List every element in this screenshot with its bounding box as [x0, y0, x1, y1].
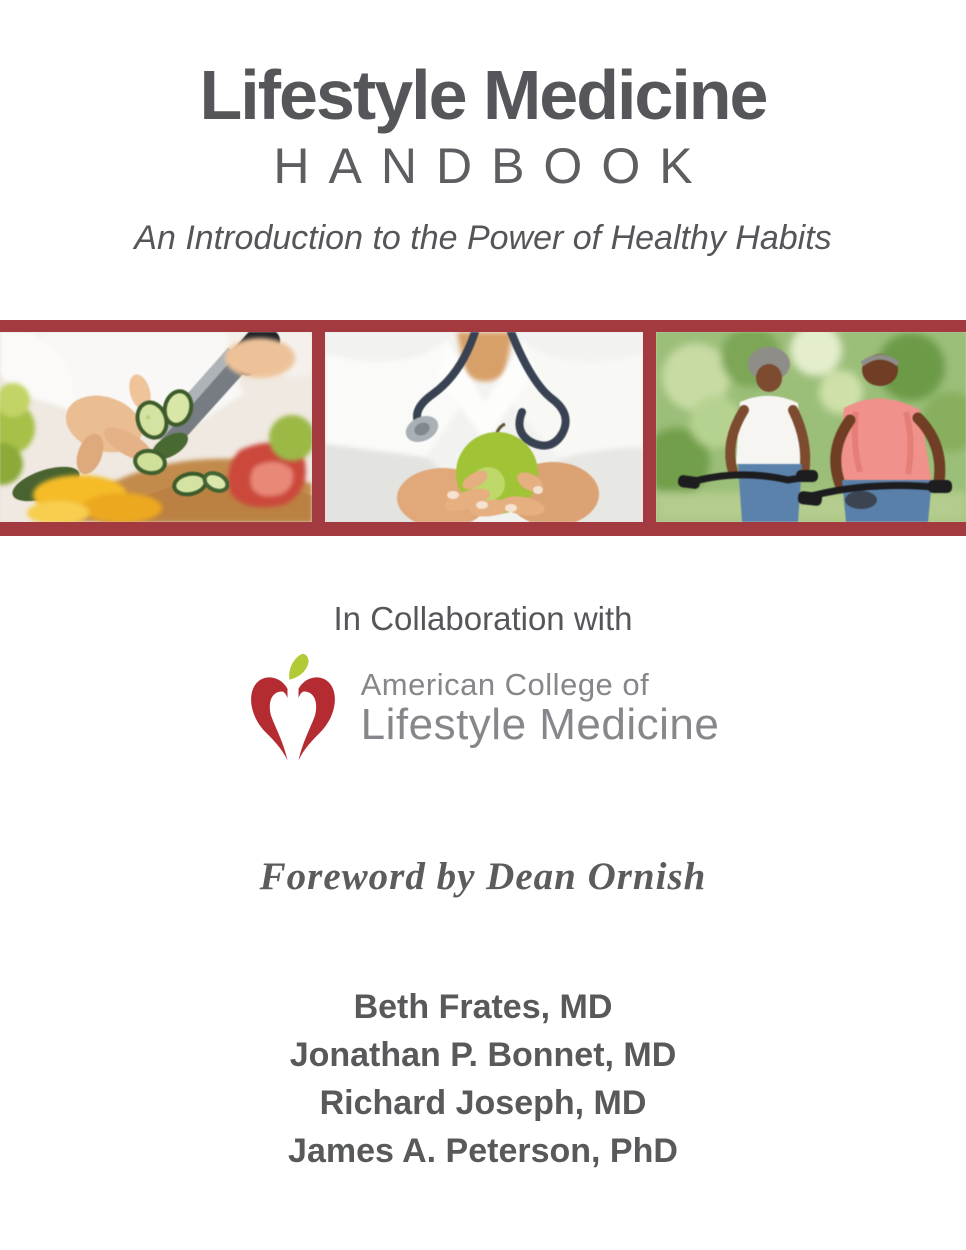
author-line: Richard Joseph, MD	[319, 1083, 647, 1122]
aclm-org-line2: Lifestyle Medicine	[360, 699, 720, 749]
title-block	[0, 0, 966, 258]
photo-band	[0, 320, 966, 536]
author-line: James A. Peterson, PhD	[288, 1131, 678, 1170]
book-title-handbook: HANDBOOK	[273, 137, 712, 194]
book-title: Lifestyle Medicine	[199, 56, 767, 134]
collaboration-label: In Collaboration with	[333, 599, 633, 637]
book-subtitle: An Introduction to the Power of Healthy Habits	[134, 218, 832, 257]
aclm-logo	[0, 652, 966, 766]
aclm-logo-text	[361, 669, 720, 747]
author-list	[0, 983, 966, 1175]
foreword-credit: Foreword by Dean Ornish	[259, 854, 707, 898]
doctor-holding-apple-photo	[325, 332, 643, 522]
couple-cycling-photo	[656, 332, 966, 522]
aclm-org-line1: American College of	[360, 667, 650, 703]
chopping-vegetables-photo	[0, 332, 312, 522]
author-line: Beth Frates, MD	[353, 987, 613, 1026]
author-line: Jonathan P. Bonnet, MD	[289, 1035, 677, 1074]
apple-heart-logo-icon	[247, 652, 339, 766]
